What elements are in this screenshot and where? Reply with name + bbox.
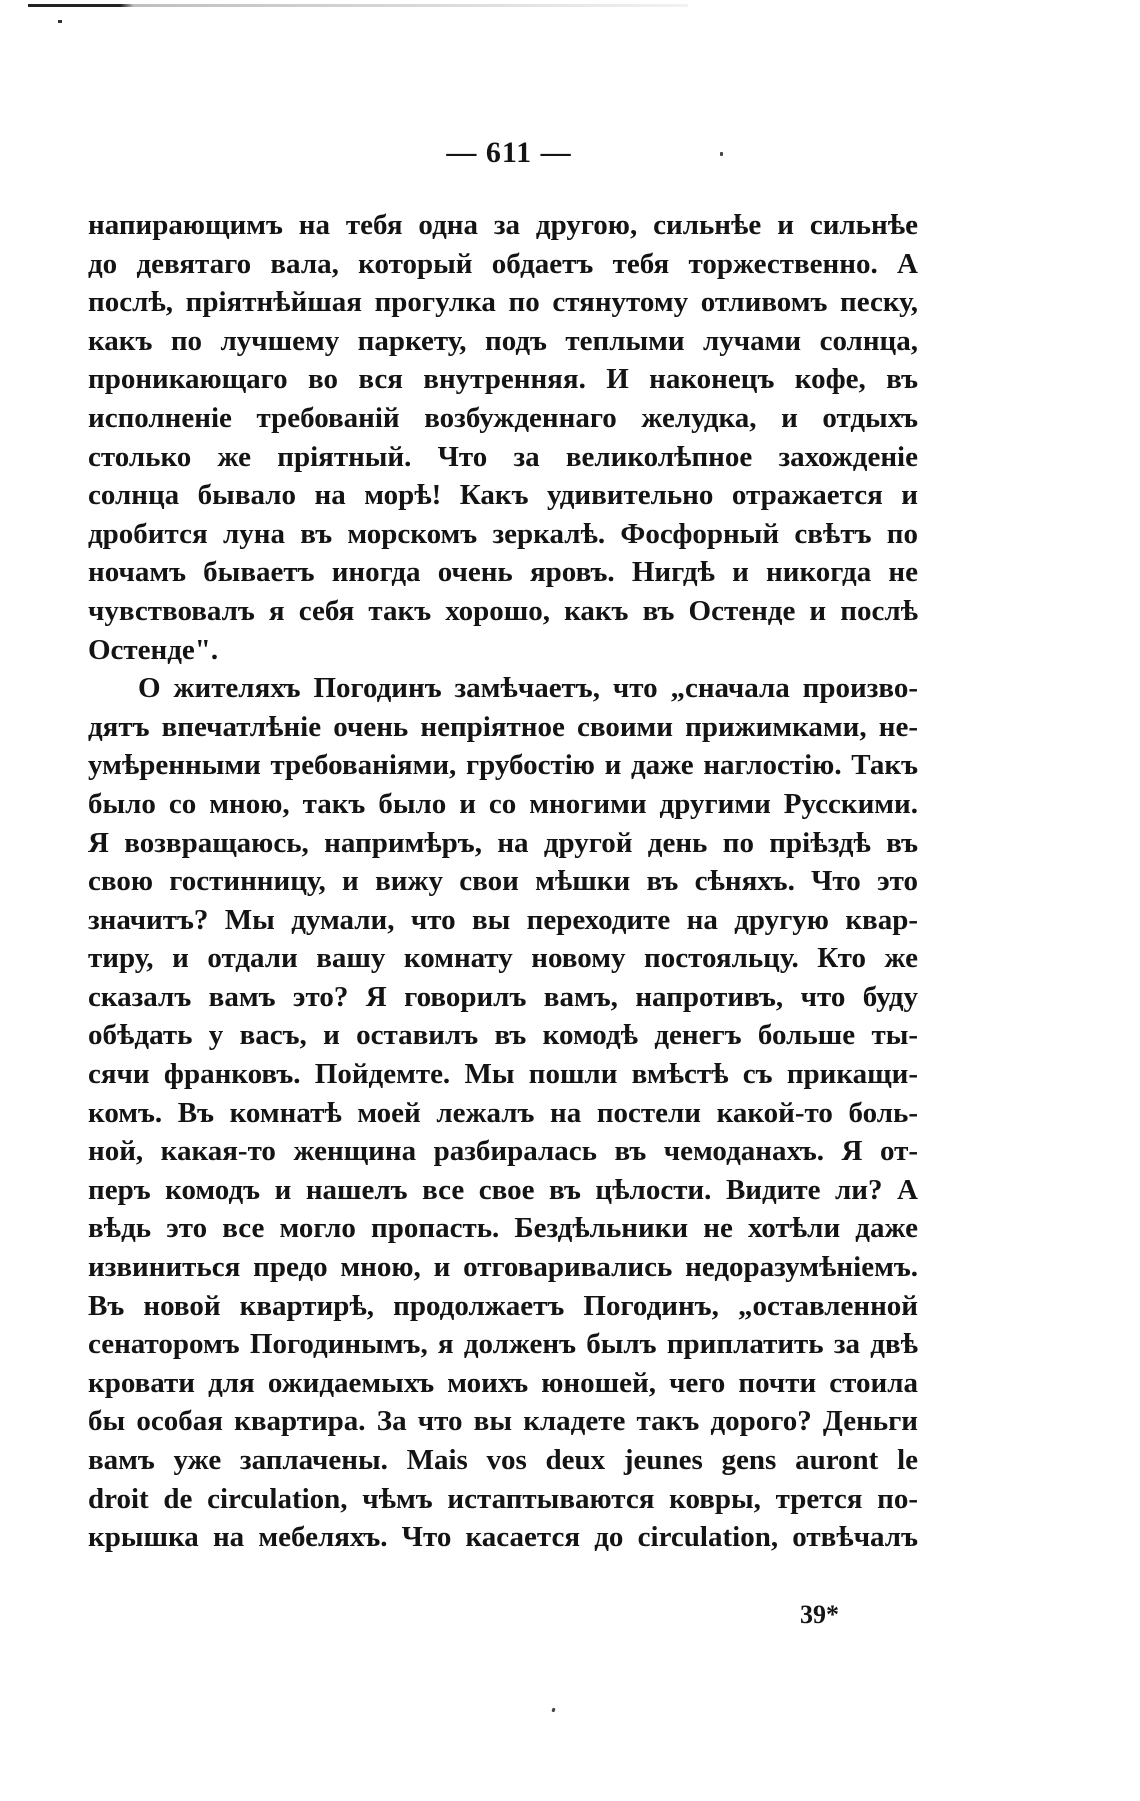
text-line: было со мною, такъ было и со многими другими Русскими. xyxy=(88,787,918,820)
text-line: столько же пріятный. Что за великолѣпное захожденіе xyxy=(88,440,918,473)
text-line: кровати для ожидаемыхъ моихъ юношей, чего почти стоила xyxy=(88,1366,918,1399)
text-line: дятъ впечатлѣніе очень непріятное своими прижимками, не- xyxy=(88,710,918,743)
text-line: дробится луна въ морскомъ зеркалѣ. Фосфорный свѣтъ по xyxy=(88,517,918,550)
text-line: свою гостинницу, и вижу свои мѣшки въ сѣняхъ. Что это xyxy=(88,865,918,898)
text-line: вамъ уже заплачены. Mais vos deux jeunes gens auront le xyxy=(88,1444,918,1476)
signature-mark: 39* xyxy=(800,1600,839,1629)
text-line: сячи франковъ. Пойдемте. Мы пошли вмѣстѣ съ прикащи- xyxy=(88,1058,918,1091)
scan-edge-artifact xyxy=(28,4,688,7)
text-line: умѣренными требованіями, грубостію и даже наглостію. Такъ xyxy=(88,749,918,782)
text-line: до девятаго вала, который обдаетъ тебя торжественно. А xyxy=(88,247,918,280)
text-line: обѣдать у васъ, и оставилъ въ комодѣ денегъ больше ты- xyxy=(88,1019,918,1052)
text-line: Остенде". xyxy=(88,633,219,666)
text-line: крышка на мебеляхъ. Что касается до circulation, отвѣчалъ xyxy=(88,1521,918,1554)
text-line: бы особая квартира. За что вы кладете такъ дорого? Деньги xyxy=(88,1405,918,1438)
text-line: извиниться предо мною, и отговаривались недоразумѣніемъ. xyxy=(88,1251,918,1284)
text-line: сказалъ вамъ это? Я говорилъ вамъ, напротивъ, что буду xyxy=(88,980,918,1013)
text-line: послѣ, пріятнѣйшая прогулка по стянутому отливомъ песку, xyxy=(88,286,918,319)
text-line: ночамъ бываетъ иногда очень яровъ. Нигдѣ и никогда не xyxy=(88,556,918,589)
text-line: тиру, и отдали вашу комнату новому постояльцу. Кто же xyxy=(88,942,918,975)
text-line: комъ. Въ комнатѣ моей лежалъ на постели какой-то боль- xyxy=(88,1096,918,1129)
text-line: Я возвращаюсь, напримѣръ, на другой день по пріѣздѣ въ xyxy=(88,826,918,859)
body-text xyxy=(88,206,918,1557)
text-line: какъ по лучшему паркету, подъ теплыми лучами солнца, xyxy=(88,324,918,357)
text-line: солнца бывало на морѣ! Какъ удивительно отражается и xyxy=(88,479,918,512)
text-line: проникающаго во вся внутренняя. И наконецъ кофе, въ xyxy=(88,363,918,396)
scan-speck xyxy=(551,1708,555,1713)
text-line: сенаторомъ Погодинымъ, я долженъ былъ приплатить за двѣ xyxy=(88,1328,918,1361)
scan-speck xyxy=(720,152,723,156)
text-line: вѣдь это все могло пропасть. Бездѣльники не хотѣли даже xyxy=(88,1212,918,1245)
text-line: значитъ? Мы думали, что вы переходите на другую квар- xyxy=(88,903,918,936)
text-line: ной, какая-то женщина разбиралась въ чемоданахъ. Я от- xyxy=(88,1135,918,1168)
text-line: перъ комодъ и нашелъ все свое въ цѣлости. Видите ли? А xyxy=(88,1173,918,1206)
text-line: чувствовалъ я себя такъ хорошо, какъ въ Остенде и послѣ xyxy=(88,594,918,627)
text-line: Въ новой квартирѣ, продолжаетъ Погодинъ, „оставленной xyxy=(88,1289,918,1322)
text-line: droit de circulation, чѣмъ истаптываются ковры, трется по- xyxy=(88,1482,918,1515)
text-line: исполненіе требованій возбужденнаго желудка, и отдыхъ xyxy=(88,401,918,434)
page-number: — 611 — xyxy=(446,136,572,169)
scan-speck xyxy=(58,20,62,23)
text-line: напирающимъ на тебя одна за другою, сильнѣе и сильнѣе xyxy=(88,209,918,241)
text-line: О жителяхъ Погодинъ замѣчаетъ, что „сначала произво- xyxy=(138,672,918,705)
